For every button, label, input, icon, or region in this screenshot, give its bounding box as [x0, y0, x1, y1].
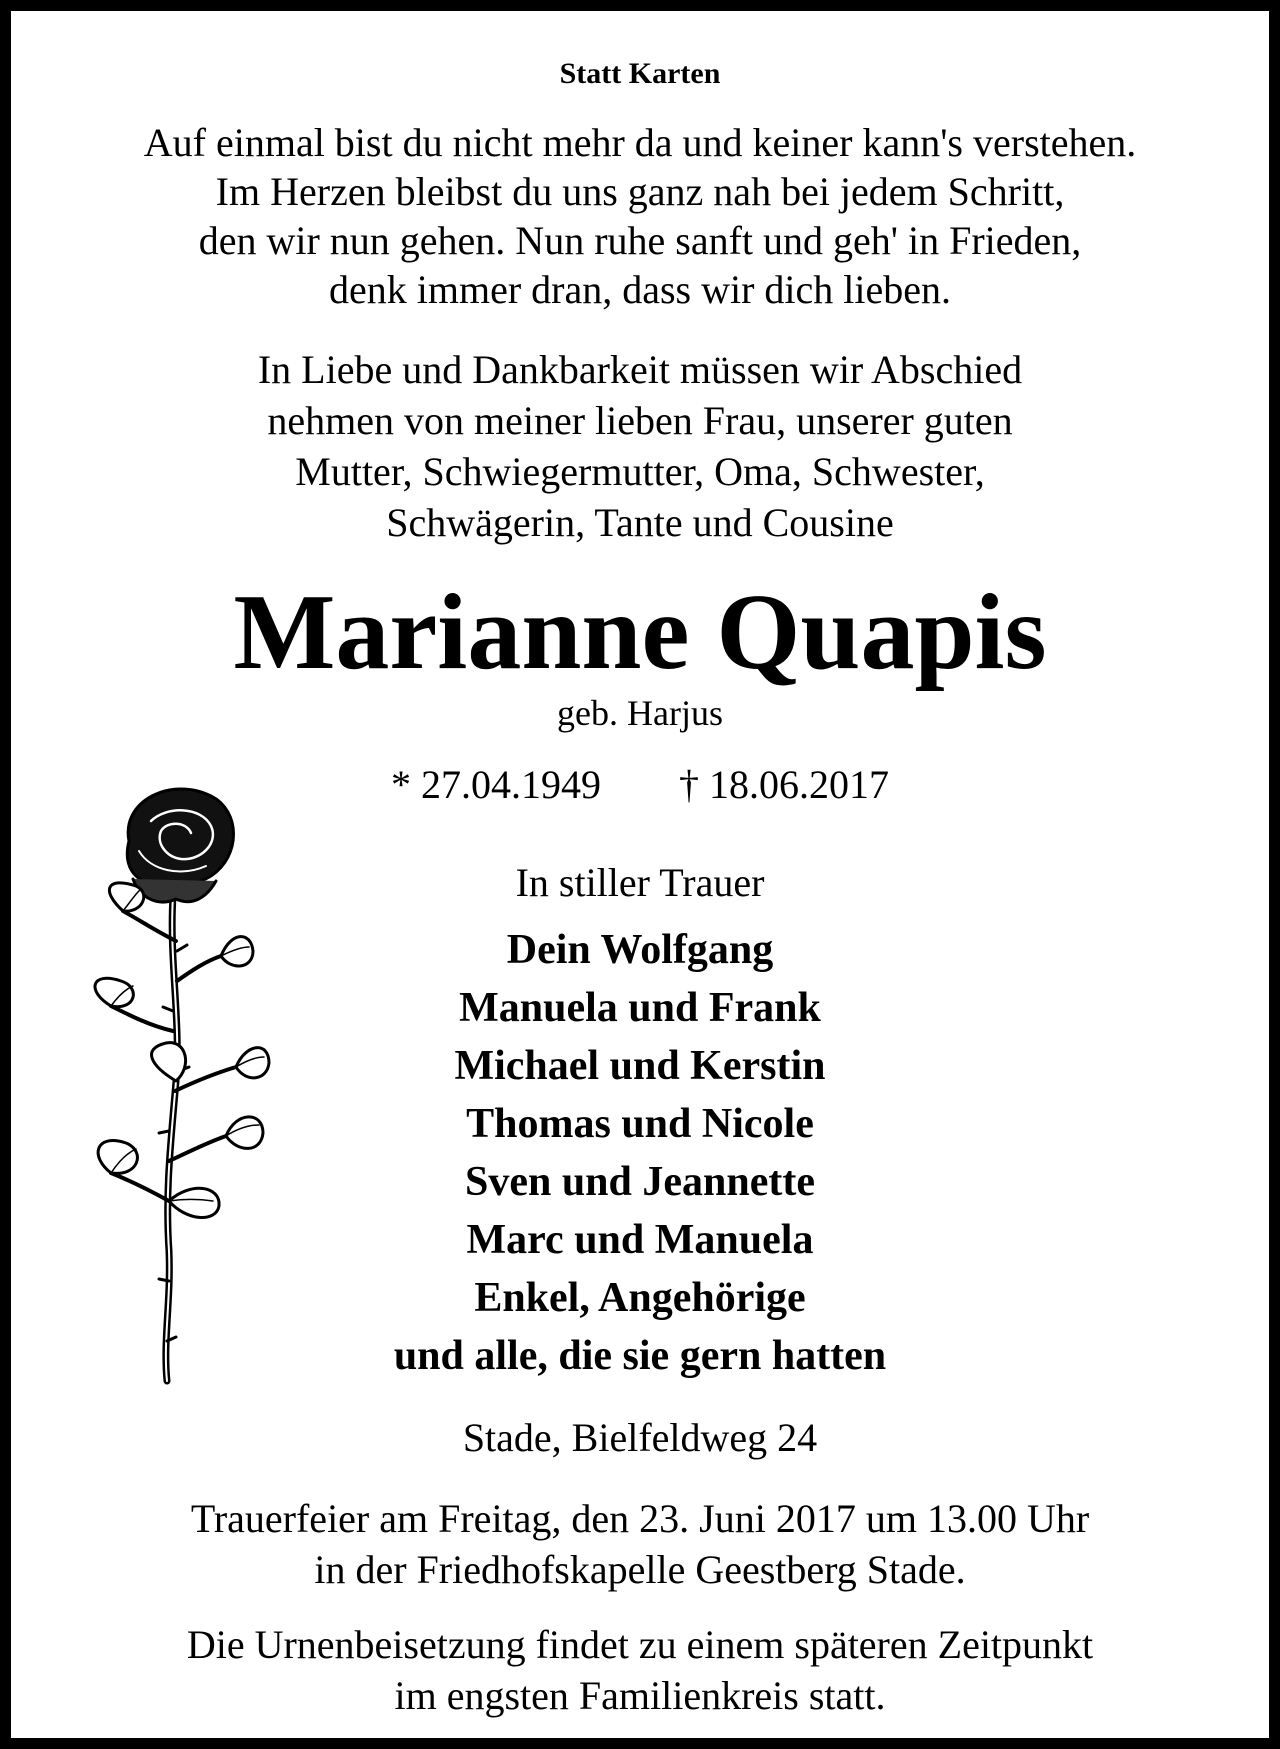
mourner-line: Dein Wolfgang	[506, 927, 774, 973]
mourner-line: Michael und Kerstin	[454, 1043, 826, 1089]
poem-line-1: Auf einmal bist du nicht mehr da und keiner kann's verstehen.	[143, 120, 1137, 165]
poem-line-3: den wir nun gehen. Nun ruhe sanft und geh' in Frieden,	[198, 218, 1082, 263]
mourner-line: Sven und Jeannette	[464, 1159, 816, 1205]
intro-line-1: In Liebe und Dankbarkeit müssen wir Abschied	[257, 347, 1023, 392]
header-statt-karten: Statt Karten	[559, 57, 721, 90]
rose-icon	[81, 781, 271, 1391]
intro-line-4: Schwägerin, Tante und Cousine	[386, 500, 894, 545]
deceased-name: Marianne Quapis	[233, 573, 1047, 692]
mourner-line: Marc und Manuela	[466, 1217, 814, 1263]
urn-line-2: im engsten Familienkreis statt.	[394, 1673, 886, 1718]
poem-line-4: denk immer dran, dass wir dich lieben.	[328, 267, 952, 312]
mourning-label: In stiller Trauer	[515, 860, 765, 905]
ceremony-line-1: Trauerfeier am Freitag, den 23. Juni 2017 um 13.00 Uhr	[190, 1496, 1090, 1541]
mourner-line: Thomas und Nicole	[466, 1101, 814, 1147]
mourner-line: Manuela und Frank	[459, 985, 821, 1031]
address: Stade, Bielfeldweg 24	[462, 1415, 818, 1460]
intro-line-3: Mutter, Schwiegermutter, Oma, Schwester,	[295, 449, 985, 494]
urn-line-1: Die Urnenbeisetzung findet zu einem späteren Zeitpunkt	[186, 1622, 1094, 1667]
birth-date: * 27.04.1949	[391, 762, 601, 807]
intro-line-2: nehmen von meiner lieben Frau, unserer guten	[267, 398, 1013, 443]
mourner-line: Enkel, Angehörige	[474, 1275, 806, 1321]
ceremony-line-2: in der Friedhofskapelle Geestberg Stade.	[314, 1547, 966, 1592]
maiden-name: geb. Harjus	[557, 693, 723, 733]
poem-line-2: Im Herzen bleibst du uns ganz nah bei jedem Schritt,	[215, 169, 1065, 214]
mourner-line: und alle, die sie gern hatten	[393, 1333, 887, 1379]
death-date: † 18.06.2017	[679, 762, 889, 807]
